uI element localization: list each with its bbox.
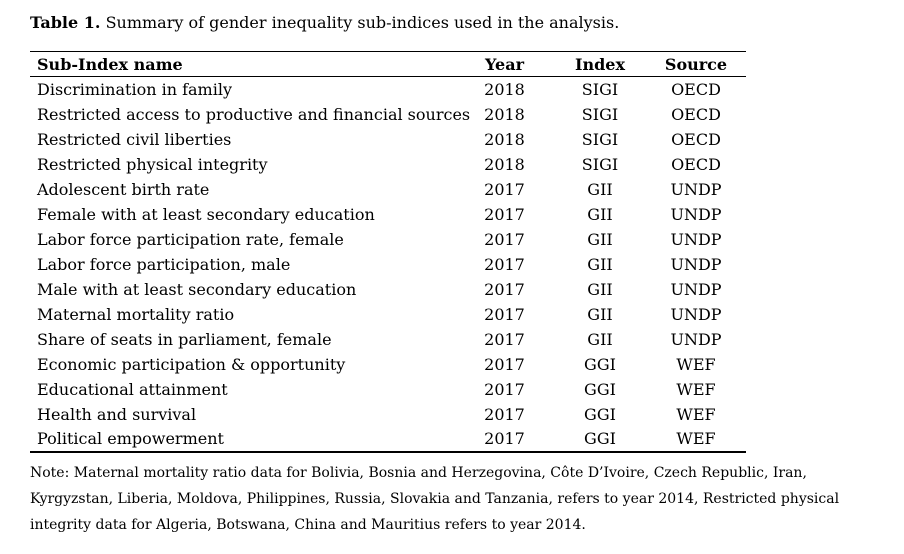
cell-source: UNDP	[670, 179, 722, 199]
cell-year: 2017	[484, 429, 525, 448]
cell-index: GII	[587, 329, 613, 349]
cell-index: GII	[587, 229, 613, 249]
table-row	[30, 327, 746, 352]
cell-year: 2017	[484, 404, 525, 424]
cell-source: UNDP	[670, 204, 722, 224]
cell-subindex-name: Restricted physical integrity	[37, 154, 268, 174]
cell-subindex-name: Health and survival	[37, 404, 197, 424]
cell-year: 2017	[484, 304, 525, 324]
cell-year: 2017	[484, 354, 525, 374]
cell-index: GGI	[584, 404, 616, 424]
table-row	[30, 127, 746, 152]
cell-source: WEF	[676, 379, 716, 399]
cell-source: OECD	[671, 79, 721, 99]
cell-year: 2017	[484, 229, 525, 249]
cell-subindex-name: Labor force participation rate, female	[37, 229, 344, 249]
table-row	[30, 152, 746, 177]
table-row	[30, 302, 746, 327]
cell-subindex-name: Male with at least secondary education	[37, 279, 357, 299]
table-row	[30, 227, 746, 252]
cell-subindex-name: Maternal mortality ratio	[37, 304, 235, 324]
table-row	[30, 277, 746, 302]
cell-source: UNDP	[670, 254, 722, 274]
table-caption	[30, 12, 904, 34]
cell-index: SIGI	[581, 154, 619, 174]
table-row	[30, 77, 746, 102]
table-row	[30, 427, 746, 452]
cell-year: 2017	[484, 254, 525, 274]
cell-source: OECD	[671, 154, 721, 174]
cell-subindex-name: Restricted access to productive and financial sources	[37, 104, 471, 124]
cell-source: WEF	[676, 354, 716, 374]
cell-source: WEF	[676, 429, 716, 448]
cell-subindex-name: Female with at least secondary education	[37, 204, 375, 224]
cell-subindex-name: Adolescent birth rate	[37, 179, 210, 199]
table-body	[30, 77, 746, 452]
cell-year: 2018	[484, 129, 525, 149]
cell-source: UNDP	[670, 229, 722, 249]
cell-subindex-name: Restricted civil liberties	[37, 129, 232, 149]
cell-subindex-name: Discrimination in family	[37, 79, 232, 99]
cell-subindex-name: Political empowerment	[37, 429, 224, 448]
table-row	[30, 352, 746, 377]
column-header-source: Source	[646, 52, 746, 77]
cell-index: GII	[587, 279, 613, 299]
table-row	[30, 377, 746, 402]
table-note: Note: Maternal mortality ratio data for Bolivia, Bosnia and Herzegovina, Côte D’Ivoire, Czech Republic, Iran, Kyrgyzstan, Liberia, Moldova, Philippines, Russia, Slovakia and Tanzania, refers to year 2014, Restricted physical integrity data for Algeria, Botswana, China and Mauritius refers to year 2014.	[30, 464, 840, 533]
cell-index: GII	[587, 204, 613, 224]
sub-indices-table	[30, 51, 746, 453]
cell-source: UNDP	[670, 304, 722, 324]
cell-year: 2017	[484, 379, 525, 399]
column-header-year: Year	[455, 52, 554, 77]
cell-index: GII	[587, 179, 613, 199]
cell-index: GII	[587, 304, 613, 324]
cell-source: UNDP	[670, 329, 722, 349]
column-header-subindex-name: Sub-Index name	[30, 52, 455, 77]
cell-subindex-name: Economic participation & opportunity	[37, 354, 346, 374]
table-row	[30, 252, 746, 277]
cell-source: OECD	[671, 129, 721, 149]
cell-year: 2018	[484, 154, 525, 174]
cell-year: 2017	[484, 204, 525, 224]
table-row	[30, 202, 746, 227]
cell-subindex-name: Educational attainment	[37, 379, 228, 399]
cell-source: OECD	[671, 104, 721, 124]
table-row	[30, 102, 746, 127]
cell-subindex-name: Labor force participation, male	[37, 254, 291, 274]
cell-index: SIGI	[581, 129, 619, 149]
cell-index: GGI	[584, 354, 616, 374]
table-row	[30, 177, 746, 202]
cell-year: 2017	[484, 279, 525, 299]
cell-year: 2017	[484, 329, 525, 349]
cell-index: GGI	[584, 429, 616, 448]
table-row	[30, 402, 746, 427]
cell-index: GGI	[584, 379, 616, 399]
cell-source: WEF	[676, 404, 716, 424]
table-caption-text: Summary of gender inequality sub-indices used in the analysis.	[105, 13, 620, 32]
cell-year: 2017	[484, 179, 525, 199]
cell-source: UNDP	[670, 279, 722, 299]
cell-index: SIGI	[581, 79, 619, 99]
cell-subindex-name: Share of seats in parliament, female	[37, 329, 332, 349]
cell-index: SIGI	[581, 104, 619, 124]
column-header-index: Index	[554, 52, 646, 77]
cell-index: GII	[587, 254, 613, 274]
cell-year: 2018	[484, 79, 525, 99]
cell-year: 2018	[484, 104, 525, 124]
table-caption-label: Table 1.	[30, 13, 101, 32]
header-row	[30, 52, 746, 77]
